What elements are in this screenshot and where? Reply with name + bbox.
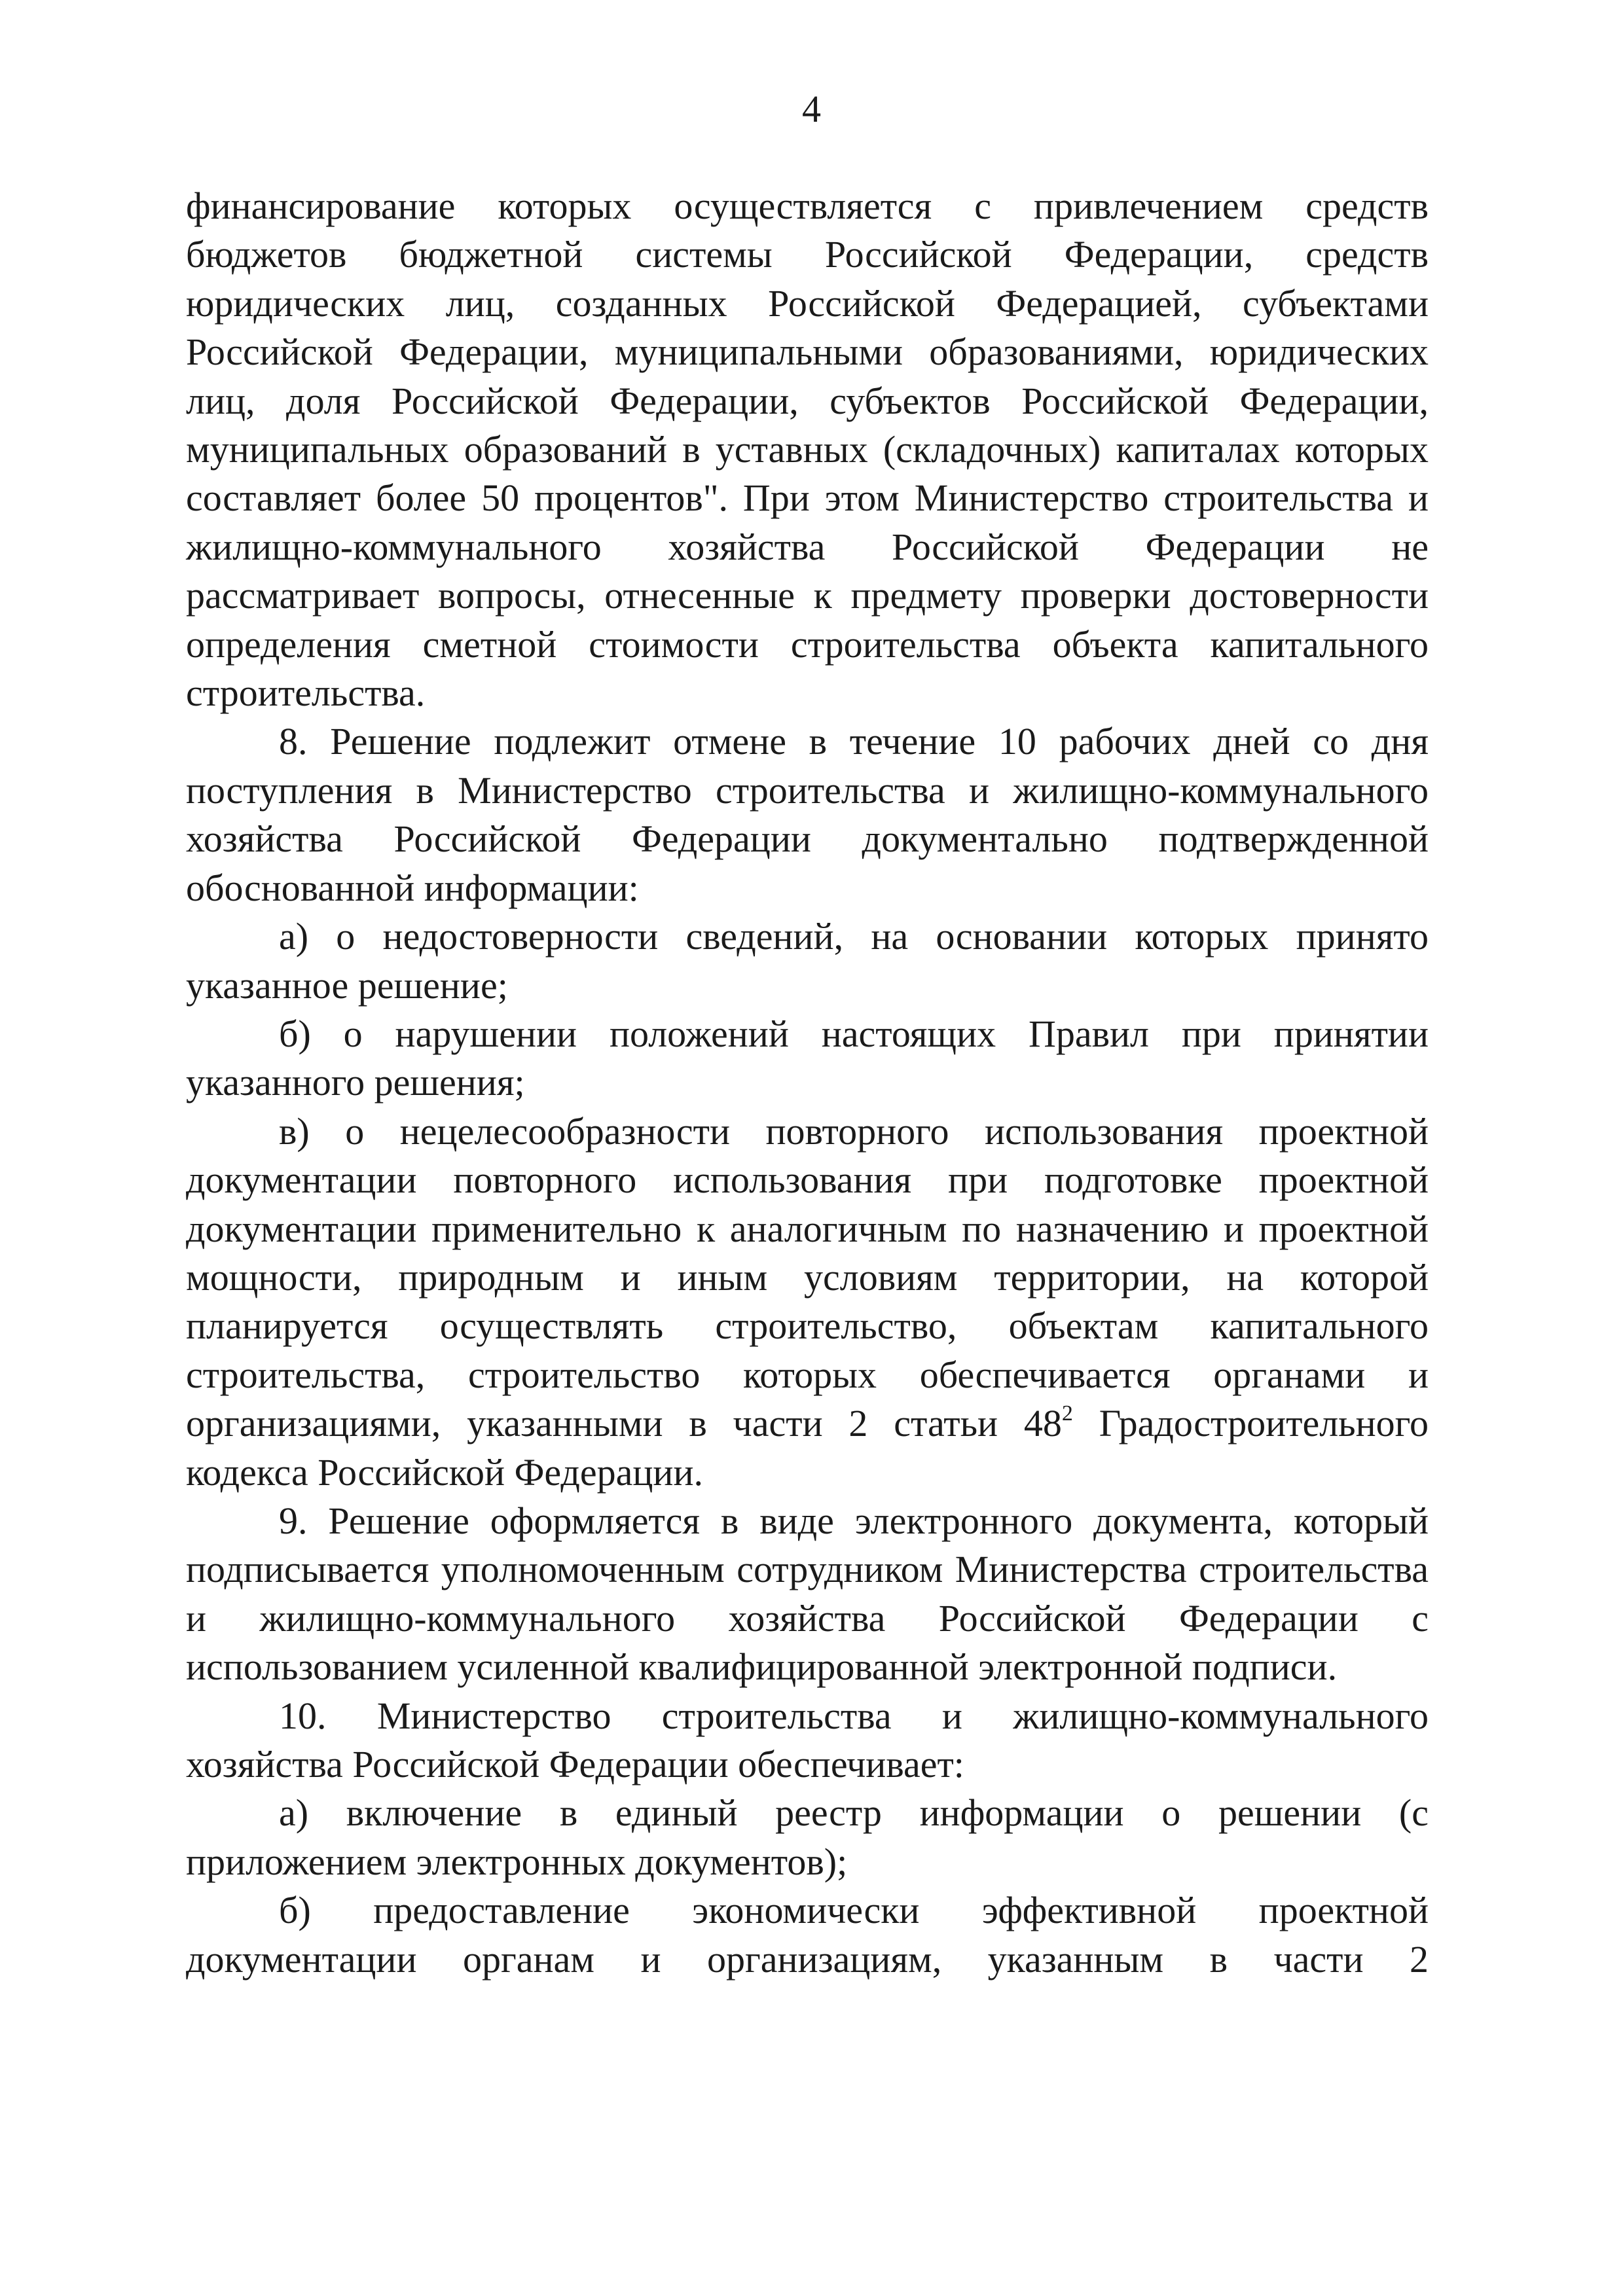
paragraph-continuation: финансирование которых осуществляется с привлечением средств бюджетов бюджетной системы Российской Федерации, средств юридических лиц, созданных Российской Федерацией, субъектами Российской Федерации, муниципальными образованиями, юридических лиц, доля Российской Федерации, субъектов Российской Федерации, муниципальных образований в уставных (складочных) капиталах которых составляет более 50 процентов". При этом Министерство строительства и жилищно-коммунального хозяйства Российской Федерации не рассматривает вопросы, отнесенные к предмету проверки достоверности определения сметной стоимости строительства объекта капитального строительства. <box>186 185 1429 715</box>
paragraph-item-8: 8. Решение подлежит отмене в течение 10 рабочих дней со дня поступления в Министерство строительства и жилищно-коммунального хозяйства Российской Федерации документально подтвержденной обоснованной информации: <box>186 720 1429 909</box>
paragraph-item-9: 9. Решение оформляется в виде электронного документа, который подписывается уполномоченным сотрудником Министерства строительства и жилищно-коммунального хозяйства Российской Федерации с использованием усиленной квалифицированной электронной подписи. <box>186 1499 1429 1689</box>
article-superscript: 2 <box>1061 1401 1073 1426</box>
page-number: 4 <box>802 88 821 130</box>
subitem-8b: б) о нарушении положений настоящих Правил при принятии указанного решения; <box>186 1012 1429 1104</box>
subitem-8v-text-end: Градостроительного кодекса Российской Федерации. <box>186 1402 1429 1494</box>
subitem-10b: б) предоставление экономически эффективной проектной документации органам и организациям, указанным в части 2 <box>186 1889 1429 1981</box>
paragraph-item-10: 10. Министерство строительства и жилищно-коммунального хозяйства Российской Федерации обеспечивает: <box>186 1694 1429 1785</box>
subitem-8a: а) о недостоверности сведений, на основании которых принято указанное решение; <box>186 915 1429 1007</box>
subitem-8v-text: в) о нецелесообразности повторного использования проектной документации повторного использования при подготовке проектной документации применительно к аналогичным по назначению и проектной мощности, природным и иным условиям территории, на которой планируется осуществлять строительство, объектам капитального строительства, строительство которых обеспечивается органами и организациями, указанными в части 2 статьи 48 <box>186 1109 1429 1445</box>
document-body <box>186 182 1429 1984</box>
subitem-10a: а) включение в единый реестр информации о решении (с приложением электронных документов); <box>186 1791 1429 1883</box>
subitem-8v <box>186 1107 1429 1497</box>
